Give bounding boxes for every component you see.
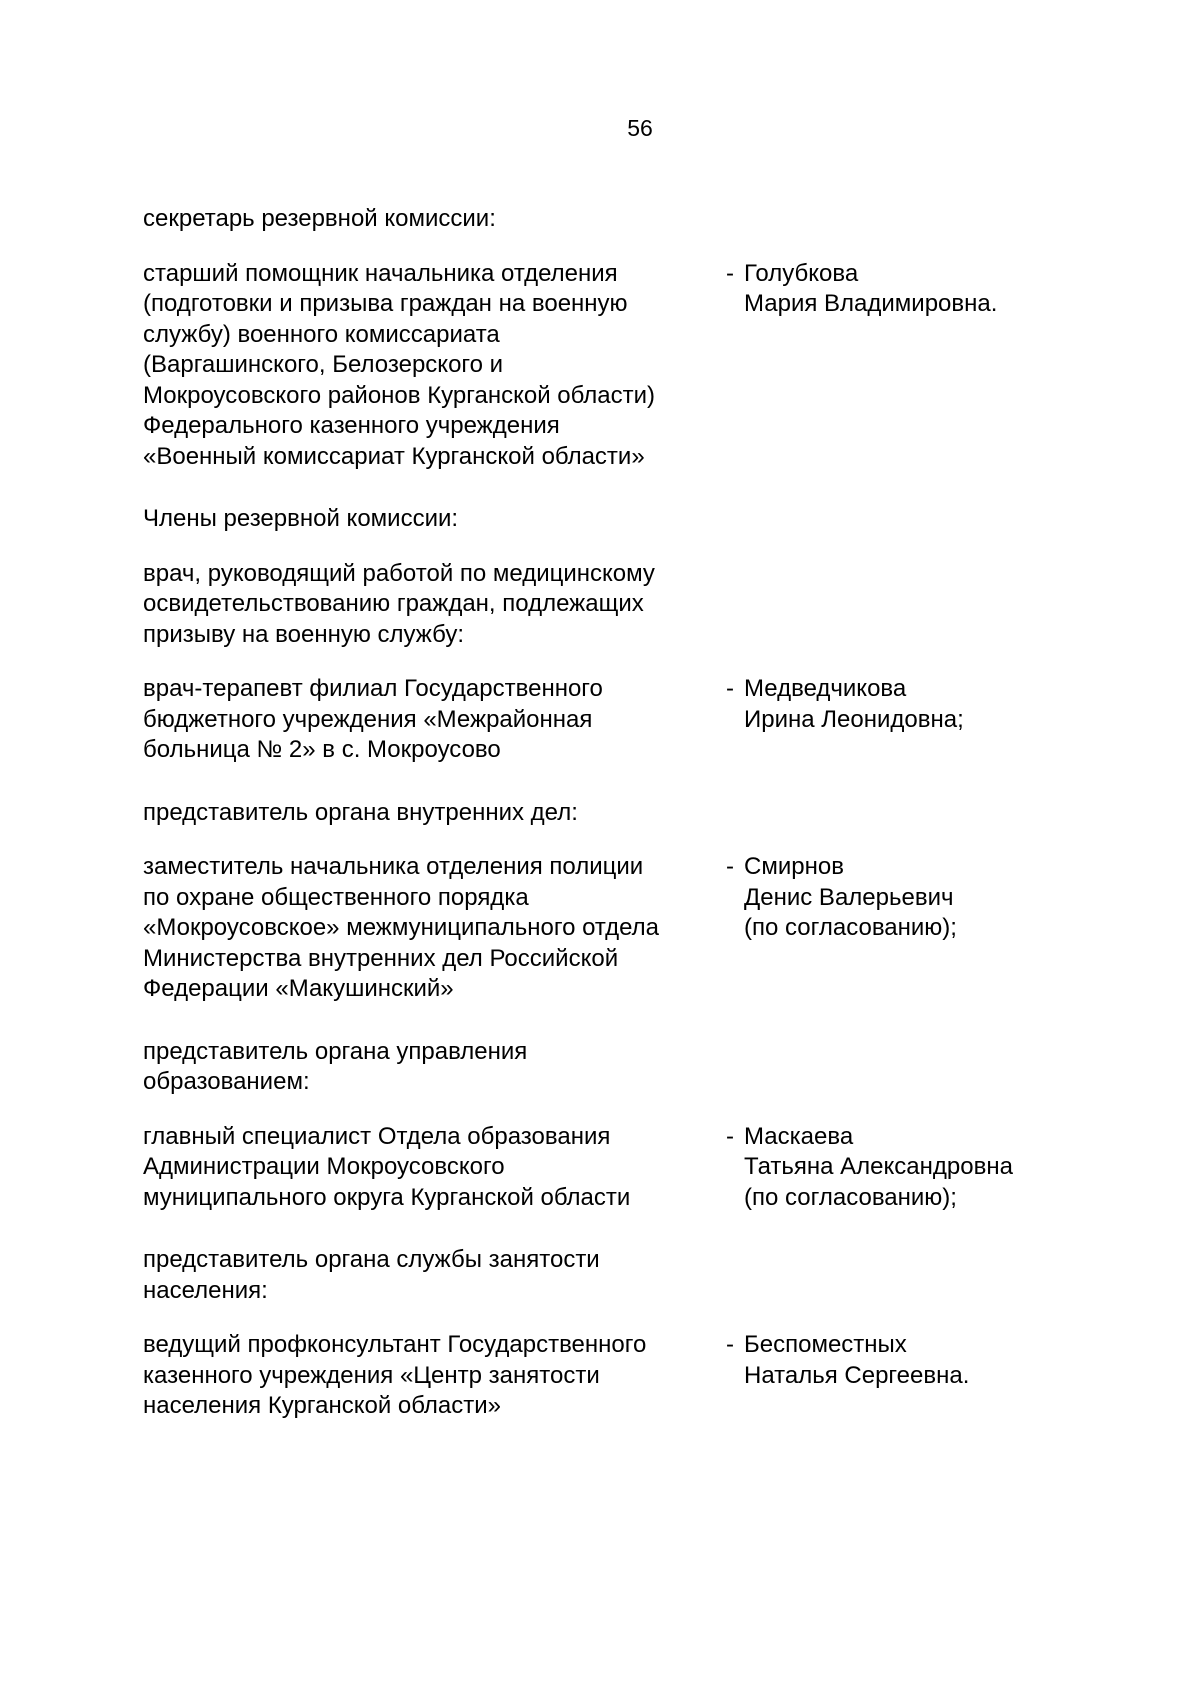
secretary-heading: секретарь резервной комиссии: (143, 205, 496, 232)
dash-separator: - (726, 675, 734, 702)
education-name: Маскаева Татьяна Александровна (по согласованию); (744, 1122, 1013, 1211)
page-number: 56 (627, 115, 653, 141)
members-heading: Члены резервной комиссии: (143, 505, 459, 532)
education-person (726, 1122, 1013, 1214)
secretary-position: старший помощник начальника отделения (подготовки и призыва граждан на военную службу) военного комиссариата (Варгашинского, Белозерского и Мокроусовского районов Курганской области) Федерального казенного учреждения «Военный комиссариат Курганской области» (143, 259, 656, 470)
dash-separator: - (726, 259, 734, 287)
doctor-entry (143, 674, 1043, 766)
employment-position: ведущий профконсультант Государственного казенного учреждения «Центр занятости населения Курганской области» (143, 1331, 647, 1419)
employment-heading: представитель органа службы занятости населения: (143, 1246, 600, 1304)
secretary-name: Голубкова Мария Владимировна. (744, 259, 998, 317)
education-entry (143, 1122, 1043, 1214)
employment-entry (143, 1330, 1043, 1422)
police-name: Смирнов Денис Валерьевич (по согласованию); (744, 853, 957, 941)
police-position: заместитель начальника отделения полиции по охране общественного порядка «Мокроусовское» межмуниципального отдела Министерства внутренних дел Российской Федерации «Макушинский» (143, 853, 660, 1002)
commission-list (143, 204, 1043, 1422)
police-person (726, 852, 957, 944)
police-entry (143, 852, 1043, 1005)
education-heading: представитель органа управления образованием: (143, 1037, 528, 1095)
doctor-position: врач-терапевт филиал Государственного бюджетного учреждения «Межрайонная больница № 2» в с. Мокроусово (143, 675, 603, 763)
employment-person (726, 1330, 969, 1391)
employment-name: Беспоместных Наталья Сергеевна. (744, 1331, 970, 1389)
doctor-heading: врач, руководящий работой по медицинскому освидетельствованию граждан, подлежащих призыву на военную службу: (143, 559, 655, 648)
secretary-person (726, 259, 997, 320)
education-position: главный специалист Отдела образования Администрации Мокроусовского муниципального округа Курганской области (143, 1122, 631, 1211)
doctor-name: Медведчикова Ирина Леонидовна; (744, 675, 964, 733)
secretary-entry (143, 259, 1043, 473)
dash-separator: - (726, 853, 734, 880)
doctor-person (726, 674, 964, 735)
dash-separator: - (726, 1331, 734, 1358)
dash-separator: - (726, 1122, 734, 1150)
police-heading: представитель органа внутренних дел: (143, 798, 578, 826)
